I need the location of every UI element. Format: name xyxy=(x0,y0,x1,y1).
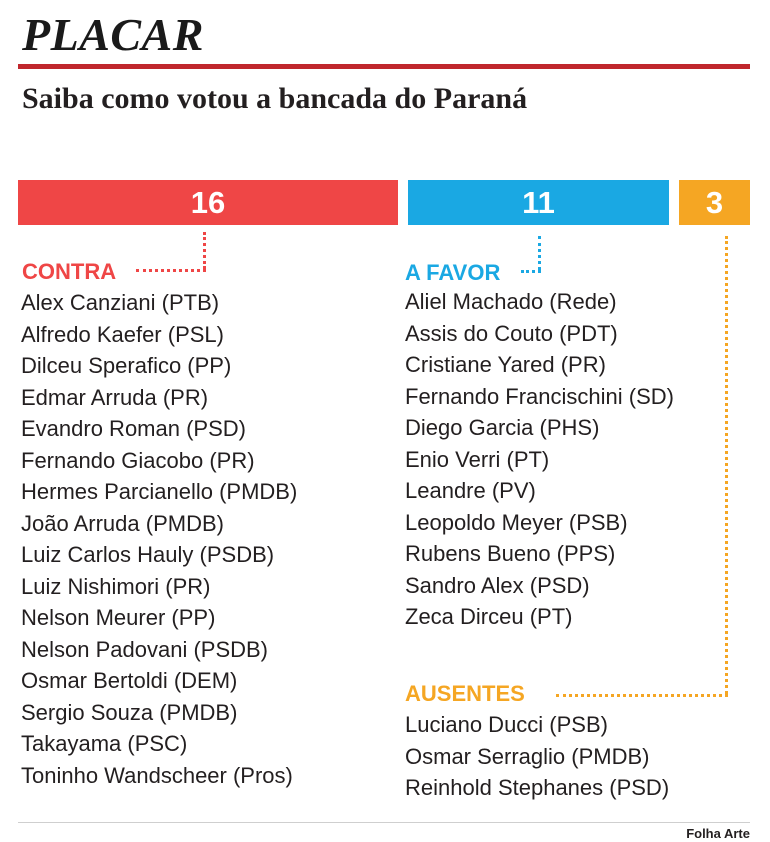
list-item: Nelson Meurer (PP) xyxy=(21,605,216,630)
contra-list xyxy=(21,287,297,791)
list-item: Fernando Francischini (SD) xyxy=(405,383,674,409)
section-label-contra: CONTRA xyxy=(22,259,117,284)
list-item: Luciano Ducci (PSB) xyxy=(405,712,608,737)
bar-ausentes-value-label: 3 xyxy=(705,184,724,220)
list-item: Nelson Padovani (PSDB) xyxy=(21,636,269,662)
bar-contra xyxy=(18,180,398,225)
list-item: Reinhold Stephanes (PSD) xyxy=(405,775,670,800)
list-item: Leopoldo Meyer (PSB) xyxy=(405,509,628,535)
list-item: Cristiane Yared (PR) xyxy=(405,352,606,377)
credit: Folha Arte xyxy=(686,826,750,841)
connector-contra-horizontal xyxy=(136,269,206,272)
list-item: Assis do Couto (PDT) xyxy=(405,320,618,346)
list-item: Rubens Bueno (PPS) xyxy=(405,541,616,566)
section-label-ausentes: AUSENTES xyxy=(405,681,525,706)
list-item: Aliel Machado (Rede) xyxy=(405,289,617,314)
list-item: Luiz Carlos Hauly (PSDB) xyxy=(21,542,275,567)
list-item: João Arruda (PMDB) xyxy=(21,510,224,536)
bar-a-favor xyxy=(408,180,669,225)
a-favor-list xyxy=(405,286,674,633)
connector-ausentes-vertical xyxy=(725,236,728,694)
list-item: Luiz Nishimori (PR) xyxy=(21,573,211,599)
list-item: Alex Canziani (PTB) xyxy=(21,290,220,315)
list-item: Evandro Roman (PSD) xyxy=(21,416,246,441)
list-item: Edmar Arruda (PR) xyxy=(21,384,209,410)
list-item: Diego Garcia (PHS) xyxy=(405,415,600,440)
bar-contra-value-label: 16 xyxy=(190,184,226,220)
page-subtitle: Saiba como votou a bancada do Paraná xyxy=(22,82,528,115)
bar-ausentes xyxy=(679,180,750,225)
list-item: Zeca Dirceu (PT) xyxy=(405,604,573,629)
list-item: Takayama (PSC) xyxy=(21,731,188,756)
list-item: Fernando Giacobo (PR) xyxy=(21,447,255,473)
list-item: Osmar Serraglio (PMDB) xyxy=(405,743,650,769)
bar-a-favor-value-label: 11 xyxy=(522,184,555,220)
title-rule xyxy=(18,64,750,69)
list-item: Dilceu Sperafico (PP) xyxy=(21,353,232,378)
connector-a-favor-horizontal xyxy=(521,270,541,273)
list-item: Hermes Parcianello (PMDB) xyxy=(21,479,298,504)
connector-a-favor-vertical xyxy=(538,236,541,270)
list-item: Enio Verri (PT) xyxy=(405,446,550,472)
list-item: Leandre (PV) xyxy=(405,478,536,503)
footer-rule xyxy=(18,822,750,823)
ausentes-list xyxy=(405,709,669,804)
list-item: Sandro Alex (PSD) xyxy=(405,572,590,598)
connector-ausentes-horizontal xyxy=(556,694,728,697)
list-item: Sergio Souza (PMDB) xyxy=(21,699,238,725)
connector-contra-vertical xyxy=(203,232,206,269)
list-item: Toninho Wandscheer (Pros) xyxy=(21,762,293,788)
section-label-a-favor: A FAVOR xyxy=(405,260,501,285)
page-title: PLACAR xyxy=(22,9,204,60)
list-item: Osmar Bertoldi (DEM) xyxy=(21,668,238,693)
list-item: Alfredo Kaefer (PSL) xyxy=(21,321,224,347)
